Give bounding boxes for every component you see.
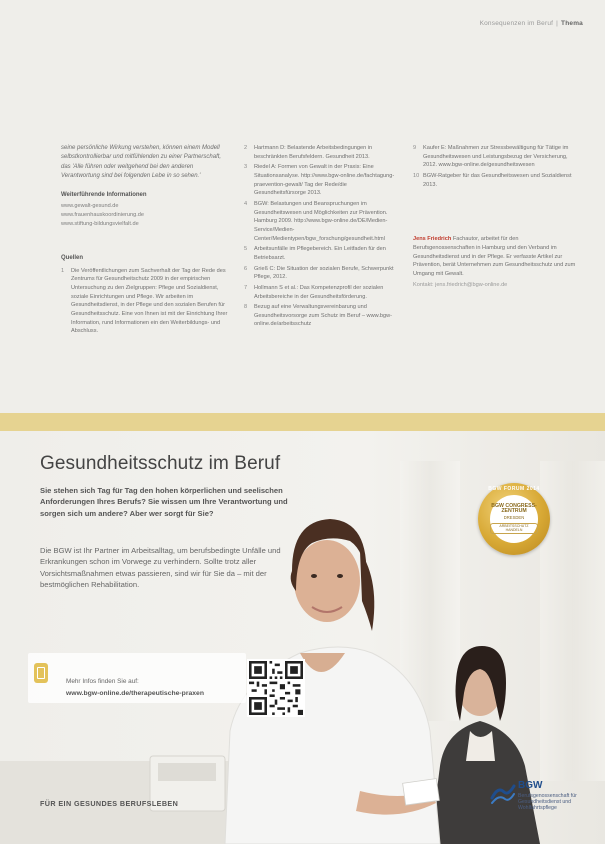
further-link[interactable]: www.stiftung-bildungsvielfalt.de	[61, 220, 139, 227]
article-quote: seine persönliche Wirkung verstehen, können einem Modell selbstkontrollierbar und mitfühlenden zu einer Partnerschaft, das 'Alle führen oder weitgehend bei den anderen Verantwortung sind bei folgenden Lebe in so sehen.'	[61, 145, 222, 179]
ad-tagline: FÜR EIN GESUNDES BERUFSLEBEN	[40, 799, 179, 808]
author-bio-text: Fachautor, arbeitet für den Berufsgenossenschaften in Hamburg und den Verband im Gesundheitsdienst und in der Pflege. Er verfasste Artikel zur Prävention, berät Unternehmen zum Gesundheitsschutz und zum Umgang mit Gewalt.	[413, 236, 576, 277]
running-head-section: Thema	[561, 20, 583, 27]
bgw-wave-logo-icon	[490, 780, 516, 806]
ad-intro-text: Sie stehen sich Tag für Tag den hohen körperlichen und seelischen Anforderungen Ihres Berufs? Sie wissen um Ihre Verantwortung und sorgen sich um andere? Aber wer sorgt für Sie?	[40, 486, 288, 518]
sources-heading: Quellen	[61, 255, 84, 262]
bgw-logo-name: BGW	[518, 780, 543, 791]
source-ref-text: BGW-Ratgeber für das Gesundheitswesen und Sozialdienst 2013.	[423, 172, 572, 188]
running-head	[480, 20, 583, 27]
source-ref-number: 8	[244, 304, 248, 311]
article-column-1	[61, 144, 231, 338]
source-ref-number: 10	[413, 172, 420, 179]
article-column-3	[413, 144, 576, 289]
running-head-left: Konsequenzen im Beruf	[479, 20, 554, 27]
bgw-advertisement	[0, 431, 605, 844]
article-column-2	[244, 144, 399, 333]
source-ref	[413, 172, 576, 189]
source-ref-number: 5	[244, 246, 248, 253]
seal-line-3: ARBEITSSCHUTZ HANDELN	[490, 523, 538, 535]
source-ref-number: 9	[413, 145, 417, 151]
further-link[interactable]: www.gewalt-gesund.de	[61, 203, 119, 210]
seal-ring-text: BGW FORUM 2014	[488, 486, 540, 492]
source-ref-number: 4	[244, 200, 248, 207]
source-ref	[244, 144, 399, 161]
ad-separator-band	[0, 413, 605, 431]
source-ref-number: 6	[244, 265, 248, 272]
seal-line-2: DRESDEN	[503, 514, 525, 520]
source-ref-number: 1	[61, 267, 65, 274]
source-ref	[244, 245, 399, 262]
source-ref	[244, 200, 399, 243]
source-ref-text: Hollmann S et al.: Das Kompetenzprofil der sozialen Arbeitsbereiche in der Gesundheitsförderung.	[254, 284, 384, 300]
source-ref	[244, 303, 399, 329]
seal-line-1: BGW CONGRESS-ZENTRUM	[491, 502, 537, 515]
ad-body-text: Die BGW ist Ihr Partner im Arbeitsalltag, um berufsbedingte Unfälle und Erkrankungen schon im Vorwege zu verhindern. Sollte trotz aller Vorsichtsmaßnahmen etwas passieren, sind wir für Sie da – mit der bestmöglichen Rehabilitation.	[40, 546, 281, 590]
smartphone-icon	[34, 663, 48, 683]
source-ref-number: 7	[244, 284, 248, 291]
author-contact[interactable]: Kontakt: jens.friedrich@bgw-online.de	[413, 281, 508, 288]
ad-title: Gesundheitsschutz im Beruf	[40, 453, 281, 474]
source-ref-text: Riedel A: Formen von Gewalt in der Praxis: Eine Situationsanalyse. http://www.bgw-online.de/fachtagung-praevention-gewalt/ Tag der Rede/die Gesundheitsfürsorge 2013.	[254, 164, 395, 197]
source-ref-number: 3	[244, 164, 248, 171]
source-ref	[61, 267, 231, 336]
further-link[interactable]: www.frauenhauskoordinierung.de	[61, 212, 145, 219]
further-info-links	[61, 202, 231, 228]
source-ref-text: Grieß C: Die Situation der sozialen Berufe, Schwerpunkt Pflege, 2012.	[254, 265, 394, 281]
source-ref	[413, 144, 576, 170]
info-url-link[interactable]: www.bgw-online.de/therapeutische-praxen	[66, 690, 204, 697]
source-ref	[244, 265, 399, 282]
source-ref-text: Kaufer E: Maßnahmen zur Stressbewältigung für Tätige im Gesundheitswesen und Leistungsbezug der Versicherung, 2012. www.bgw-online.de/gesundheitswesen	[423, 145, 569, 169]
qr-code-icon[interactable]	[247, 659, 305, 717]
source-ref	[244, 284, 399, 301]
author-bio	[413, 235, 576, 289]
running-head-separator: |	[556, 20, 559, 27]
author-name: Jens Friedrich	[413, 236, 452, 243]
further-info-heading: Weiterführende Informationen	[61, 192, 147, 199]
forum-seal-badge	[478, 483, 550, 555]
source-ref-text: Bezug auf eine Verwaltungsvereinbarung und Gesundheitsvorsorge zum Schutz im Beruf – www.bgw-online.de/arbeitsschutz	[254, 304, 393, 328]
source-ref-number: 2	[244, 145, 248, 151]
source-ref-text: BGW: Belastungen und Beanspruchungen im Gesundheitswesen und Möglichkeiten zur Prävention. Hamburg 2009. http://www.bgw-online.de/DE/Medien-Service/Medien-Center/Medientypen/bgw_forschung/gesundheit.html	[254, 200, 388, 242]
source-ref-text: Die Veröffentlichungen zum Sachverhalt der Tag der Rede des Zentrums für Gesundheitschutz 2009 in der empirischen Untersuchung zu den Zielgruppen: Pflege und Sozialdienst, soziale Einrichtungen und Pflege. Wir arbeiten im Gesundheitsdienst, in der Pflege und den sozialen Berufen für Gesundheitsschutz. Eine von Ihnen ist mit der Einrichtung Ihrer Information, rund Informationen ein den Weiterbildungs- und Abschluss.	[71, 267, 228, 335]
source-ref-text: Hartmann D: Belastende Arbeitsbedingungen in beschränkten Berufsfeldern. Gesundheit 2013.	[254, 145, 373, 160]
seal-inner	[490, 495, 538, 543]
bgw-logo-description: Berufsgenossenschaft für Gesundheitsdienst und Wohlfahrtspflege	[518, 793, 577, 812]
info-label: Mehr Infos finden Sie auf:	[66, 678, 139, 685]
source-ref-text: Arbeitsunfälle im Pflegebereich. Ein Leitfaden für den Betriebsarzt.	[254, 246, 386, 261]
source-ref	[244, 163, 399, 198]
